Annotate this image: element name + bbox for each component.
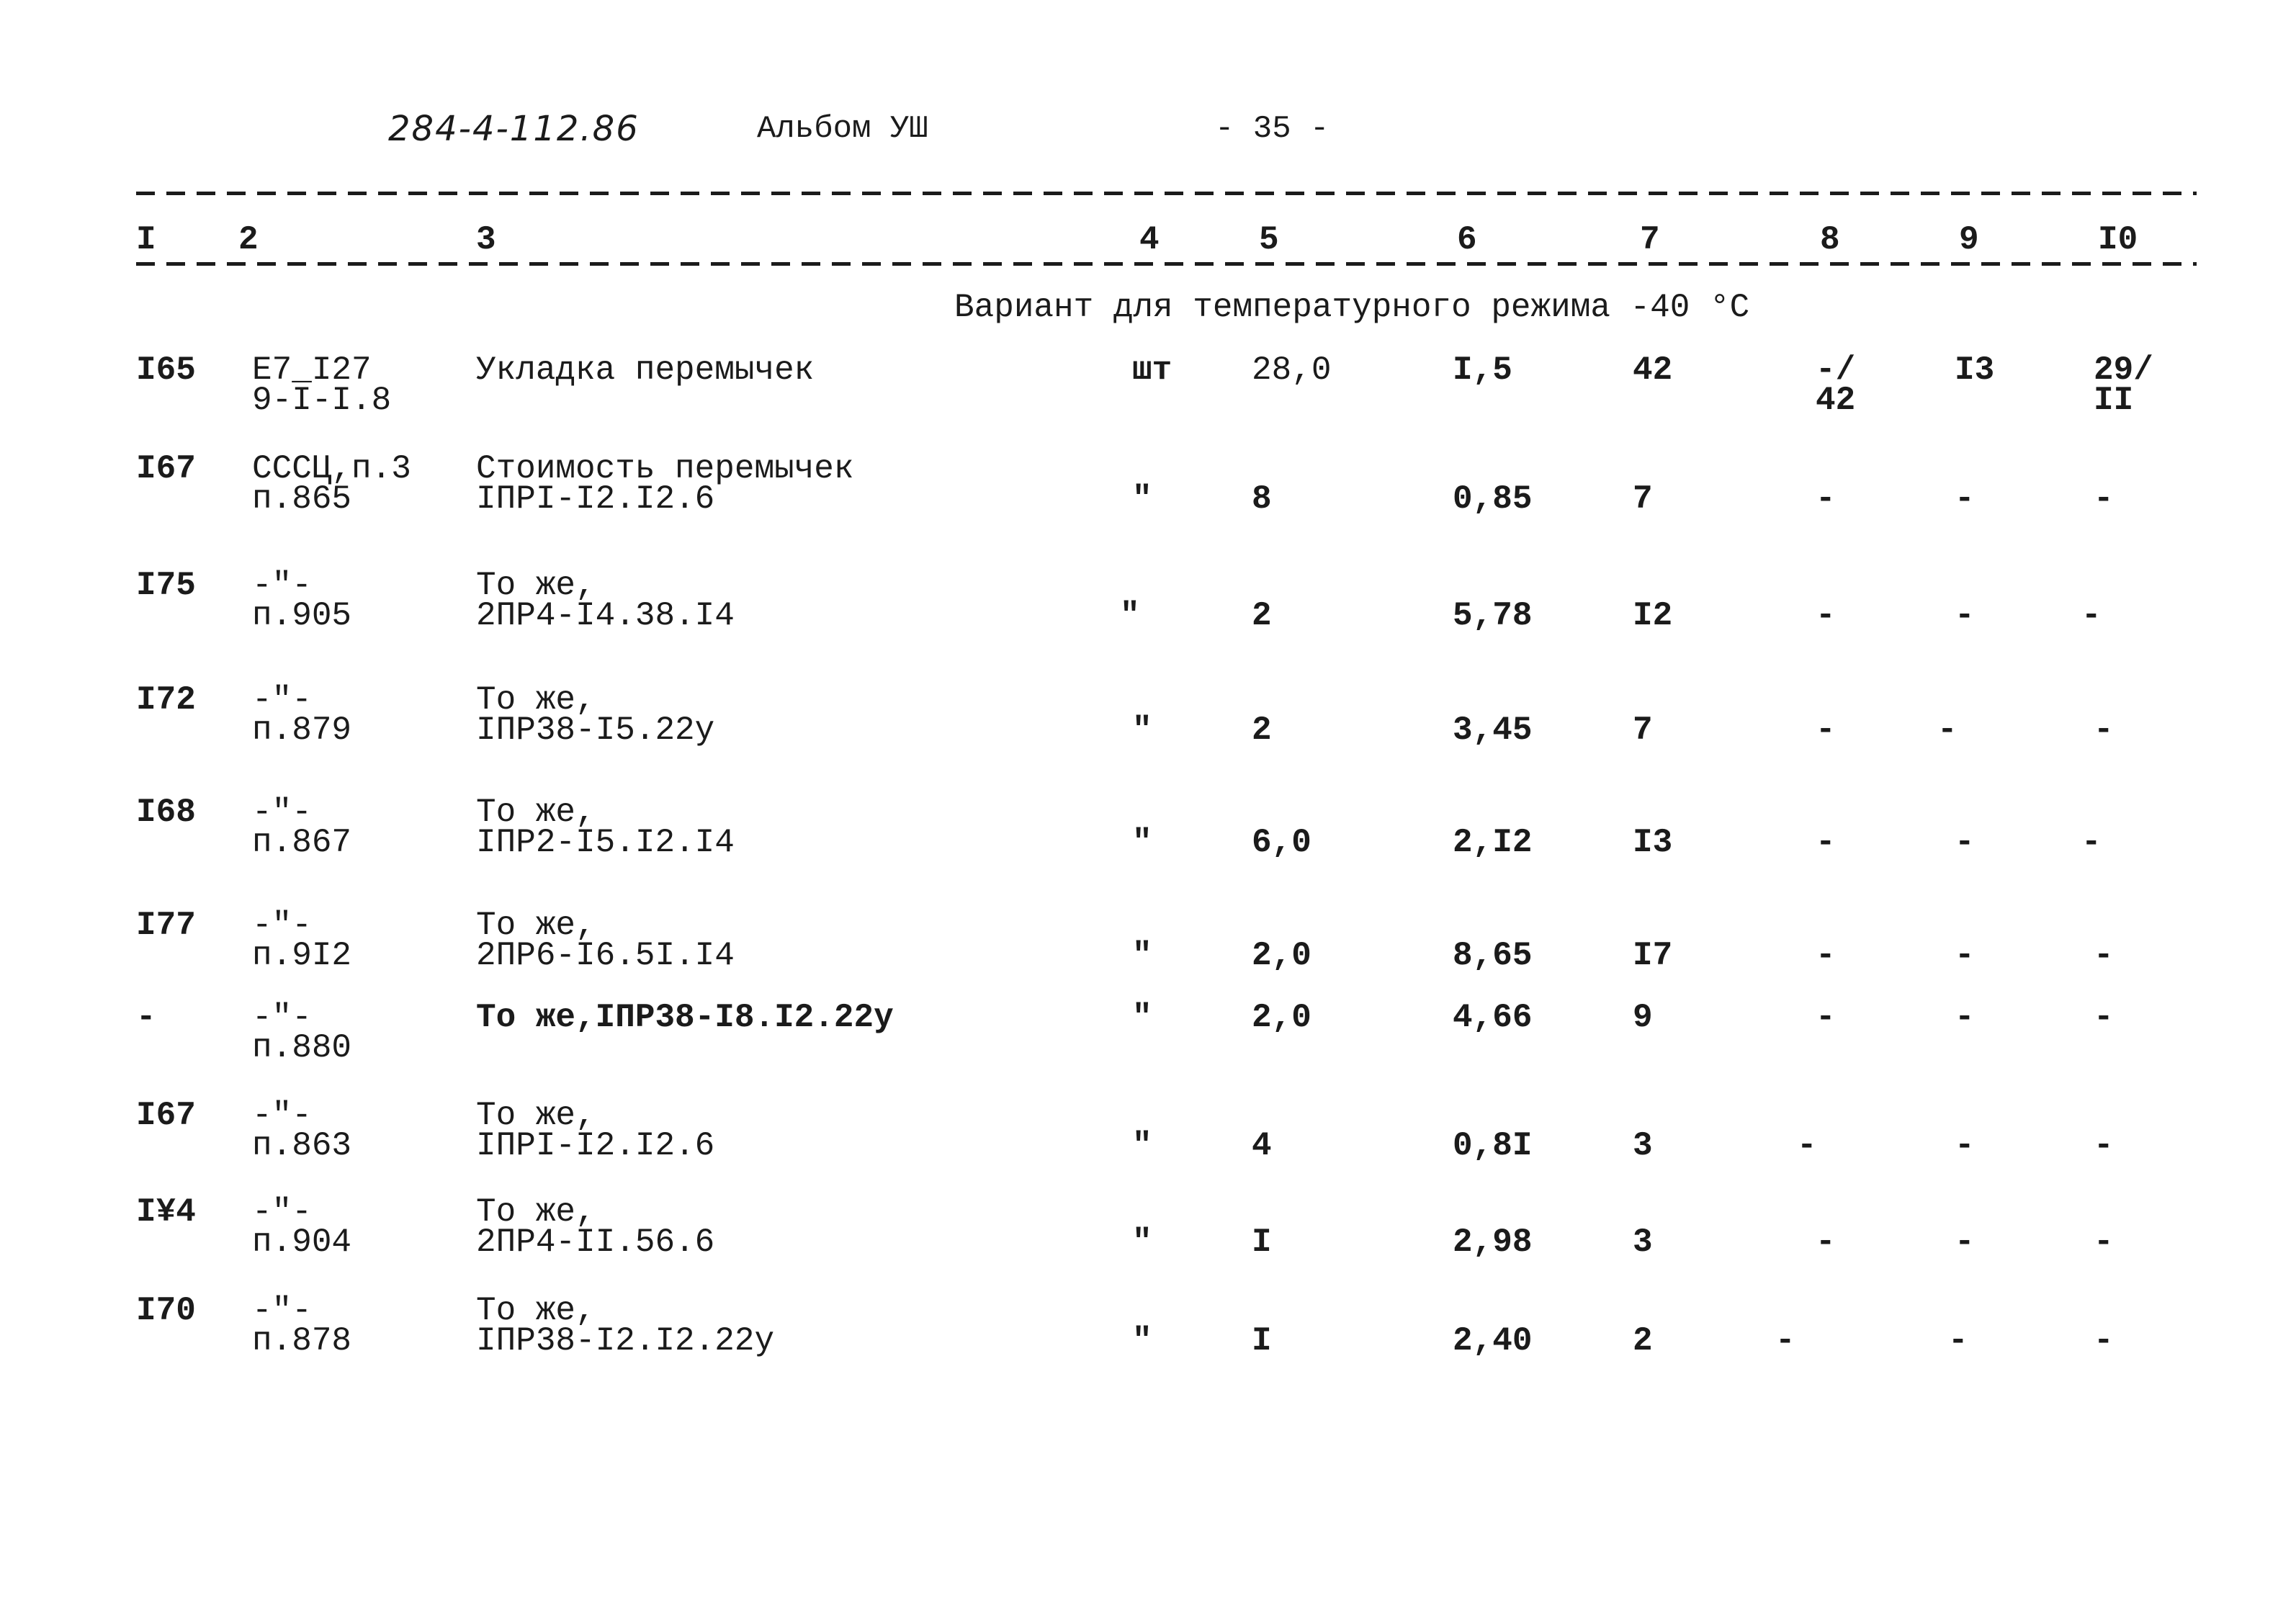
work-description-line: 2ПР6-I6.5I.I4 <box>476 937 735 974</box>
total-cost: I7 <box>1633 937 1673 974</box>
norm-reference-line: п.904 <box>252 1224 352 1261</box>
column-9-value: - <box>1955 937 1975 974</box>
quantity: 8 <box>1252 480 1272 518</box>
norm-reference-line: п.863 <box>252 1127 352 1164</box>
norm-reference-line: 9-I-I.8 <box>252 382 392 419</box>
column-number: 7 <box>1640 221 1660 259</box>
total-cost: 7 <box>1633 712 1653 749</box>
work-description-line: То же, <box>476 1193 596 1231</box>
work-description-line: Стоимость перемычек <box>476 450 854 488</box>
norm-reference-line: п.878 <box>252 1322 352 1360</box>
column-number: 3 <box>476 221 496 259</box>
work-description-line: То же,IПР38-I8.I2.22у <box>476 999 894 1036</box>
row-number: I72 <box>136 681 196 719</box>
work-description-line: IПРI-I2.I2.6 <box>476 1127 715 1164</box>
norm-reference <box>252 567 352 634</box>
unit-price: 0,8I <box>1453 1127 1533 1164</box>
work-description-line: То же, <box>476 1097 596 1134</box>
total-cost: I3 <box>1633 824 1673 861</box>
quantity: 2 <box>1252 712 1272 749</box>
column-8-value: - <box>1816 999 1836 1036</box>
unit-price: 5,78 <box>1453 597 1533 634</box>
column-8-value: - <box>1816 937 1836 974</box>
unit: " <box>1120 597 1140 634</box>
work-description <box>476 351 815 389</box>
work-description-line: IПРI-I2.I2.6 <box>476 480 715 518</box>
norm-reference <box>252 794 352 861</box>
total-cost: 2 <box>1633 1322 1653 1360</box>
unit-price: 2,I2 <box>1453 824 1533 861</box>
column-8-value: - <box>1775 1322 1795 1360</box>
norm-reference <box>252 907 352 974</box>
unit-price: I,5 <box>1453 351 1512 389</box>
total-cost: 3 <box>1633 1224 1653 1261</box>
column-number: I0 <box>2098 221 2138 259</box>
norm-reference-line: -"- <box>252 794 312 831</box>
column-9-value: I3 <box>1955 351 1995 389</box>
column-8-value: - <box>1816 712 1836 749</box>
row-number: - <box>136 999 156 1036</box>
work-description-line: IПР2-I5.I2.I4 <box>476 824 735 861</box>
norm-reference-line: п.905 <box>252 597 352 634</box>
total-cost: I2 <box>1633 597 1673 634</box>
unit: " <box>1132 999 1152 1036</box>
norm-reference <box>252 1292 352 1360</box>
work-description <box>476 567 735 634</box>
norm-reference <box>252 1193 352 1261</box>
work-description-line: IПР38-I2.I2.22у <box>476 1322 775 1360</box>
unit-price: 2,98 <box>1453 1224 1533 1261</box>
column-number: 5 <box>1259 221 1279 259</box>
variant-heading: Вариант для температурного режима -40 °С <box>954 289 1750 326</box>
column-9-value: - <box>1937 712 1958 749</box>
column-8-value: - <box>1816 480 1836 518</box>
quantity: 4 <box>1252 1127 1272 1164</box>
header-dashed-rule <box>136 262 2197 266</box>
total-cost: 9 <box>1633 999 1653 1036</box>
column-8-value: - <box>1816 1224 1836 1261</box>
row-number: I75 <box>136 567 196 604</box>
quantity: I <box>1252 1322 1272 1360</box>
unit: " <box>1132 937 1152 974</box>
table-row <box>0 907 2296 975</box>
work-description <box>476 794 735 861</box>
work-description <box>476 1292 775 1360</box>
table-row <box>0 999 2296 1067</box>
quantity: 2,0 <box>1252 999 1311 1036</box>
unit: " <box>1132 1127 1152 1164</box>
unit: шт <box>1132 351 1172 389</box>
row-number: I77 <box>136 907 196 944</box>
column-10-value: - <box>2094 1224 2114 1261</box>
work-description <box>476 1097 715 1164</box>
column-9-value: - <box>1955 1224 1975 1261</box>
norm-reference-line: -"- <box>252 907 312 944</box>
quantity: 6,0 <box>1252 824 1311 861</box>
column-9-value: - <box>1955 824 1975 861</box>
work-description-line: То же, <box>476 567 596 604</box>
work-description-line: То же, <box>476 1292 596 1329</box>
total-cost: 3 <box>1633 1127 1653 1164</box>
total-cost: 42 <box>1633 351 1673 389</box>
norm-reference <box>252 450 411 518</box>
column-10-line: II <box>2094 382 2134 419</box>
norm-reference-line: -"- <box>252 1097 312 1134</box>
norm-reference-line: п.880 <box>252 1029 352 1067</box>
column-number: 2 <box>238 221 259 259</box>
norm-reference-line: п.9I2 <box>252 937 352 974</box>
column-10-value <box>2094 351 2153 419</box>
norm-reference-line: Е7_I27 <box>252 351 372 389</box>
column-number: 6 <box>1457 221 1477 259</box>
unit: " <box>1132 1224 1152 1261</box>
norm-reference <box>252 681 352 749</box>
unit-price: 4,66 <box>1453 999 1533 1036</box>
unit-price: 3,45 <box>1453 712 1533 749</box>
unit: " <box>1132 480 1152 518</box>
column-10-value: - <box>2094 1322 2114 1360</box>
work-description-line: То же, <box>476 681 596 719</box>
norm-reference-line: -"- <box>252 999 312 1036</box>
unit: " <box>1132 712 1152 749</box>
table-row <box>0 567 2296 635</box>
norm-reference-line: -"- <box>252 1292 312 1329</box>
work-description-line: IПР38-I5.22у <box>476 712 715 749</box>
work-description-line: То же, <box>476 794 596 831</box>
work-description <box>476 1193 715 1261</box>
column-8-value: - <box>1816 597 1836 634</box>
table-row <box>0 450 2296 519</box>
norm-reference <box>252 351 392 419</box>
row-number: I70 <box>136 1292 196 1329</box>
norm-reference-line: п.879 <box>252 712 352 749</box>
column-10-value: - <box>2081 824 2102 861</box>
column-10-value: - <box>2094 937 2114 974</box>
unit-price: 0,85 <box>1453 480 1533 518</box>
norm-reference <box>252 999 352 1067</box>
column-number: 8 <box>1820 221 1840 259</box>
column-9-value: - <box>1955 1127 1975 1164</box>
row-number: I68 <box>136 794 196 831</box>
column-9-value: - <box>1948 1322 1968 1360</box>
document-code: 284-4-112.86 <box>388 109 640 149</box>
work-description-line: 2ПР4-I4.38.I4 <box>476 597 735 634</box>
table-row <box>0 1292 2296 1360</box>
row-number: I¥4 <box>136 1193 196 1231</box>
unit: " <box>1132 824 1152 861</box>
norm-reference-line: СССЦ,п.3 <box>252 450 411 488</box>
unit-price: 8,65 <box>1453 937 1533 974</box>
album-label: Альбом УШ <box>757 111 928 147</box>
column-10-value: - <box>2081 597 2102 634</box>
column-number: 4 <box>1139 221 1160 259</box>
page-number: - 35 - <box>1215 111 1329 147</box>
quantity: 28,0 <box>1252 351 1332 389</box>
column-9-value: - <box>1955 480 1975 518</box>
norm-reference-line: -"- <box>252 681 312 719</box>
work-description <box>476 999 894 1036</box>
quantity: I <box>1252 1224 1272 1261</box>
column-8-value <box>1816 351 1856 419</box>
quantity: 2 <box>1252 597 1272 634</box>
column-10-value: - <box>2094 480 2114 518</box>
column-10-line: 29/ <box>2094 351 2153 389</box>
column-9-value: - <box>1955 597 1975 634</box>
column-number: I <box>136 221 156 259</box>
work-description <box>476 681 715 749</box>
work-description <box>476 907 735 974</box>
row-number: I65 <box>136 351 196 389</box>
column-8-value: - <box>1797 1127 1817 1164</box>
column-8-line: -/ <box>1816 351 1856 389</box>
table-row <box>0 1193 2296 1262</box>
column-8-value: - <box>1816 824 1836 861</box>
quantity: 2,0 <box>1252 937 1311 974</box>
unit: " <box>1132 1322 1152 1360</box>
column-10-value: - <box>2094 999 2114 1036</box>
norm-reference-line: -"- <box>252 567 312 604</box>
column-8-line: 42 <box>1816 382 1856 419</box>
table-row <box>0 681 2296 750</box>
norm-reference-line: -"- <box>252 1193 312 1231</box>
row-number: I67 <box>136 1097 196 1134</box>
unit-price: 2,40 <box>1453 1322 1533 1360</box>
norm-reference-line: п.865 <box>252 480 352 518</box>
column-number: 9 <box>1959 221 1979 259</box>
norm-reference-line: п.867 <box>252 824 352 861</box>
column-10-value: - <box>2094 1127 2114 1164</box>
table-row <box>0 351 2296 420</box>
work-description-line: Укладка перемычек <box>476 351 815 389</box>
top-dashed-rule <box>136 192 2197 195</box>
column-header-row <box>0 221 2296 259</box>
norm-reference <box>252 1097 352 1164</box>
column-10-value: - <box>2094 712 2114 749</box>
table-row <box>0 1097 2296 1165</box>
table-row <box>0 794 2296 862</box>
work-description-line: То же, <box>476 907 596 944</box>
column-9-value: - <box>1955 999 1975 1036</box>
work-description-line: 2ПР4-II.56.6 <box>476 1224 715 1261</box>
work-description <box>476 450 854 518</box>
total-cost: 7 <box>1633 480 1653 518</box>
row-number: I67 <box>136 450 196 488</box>
